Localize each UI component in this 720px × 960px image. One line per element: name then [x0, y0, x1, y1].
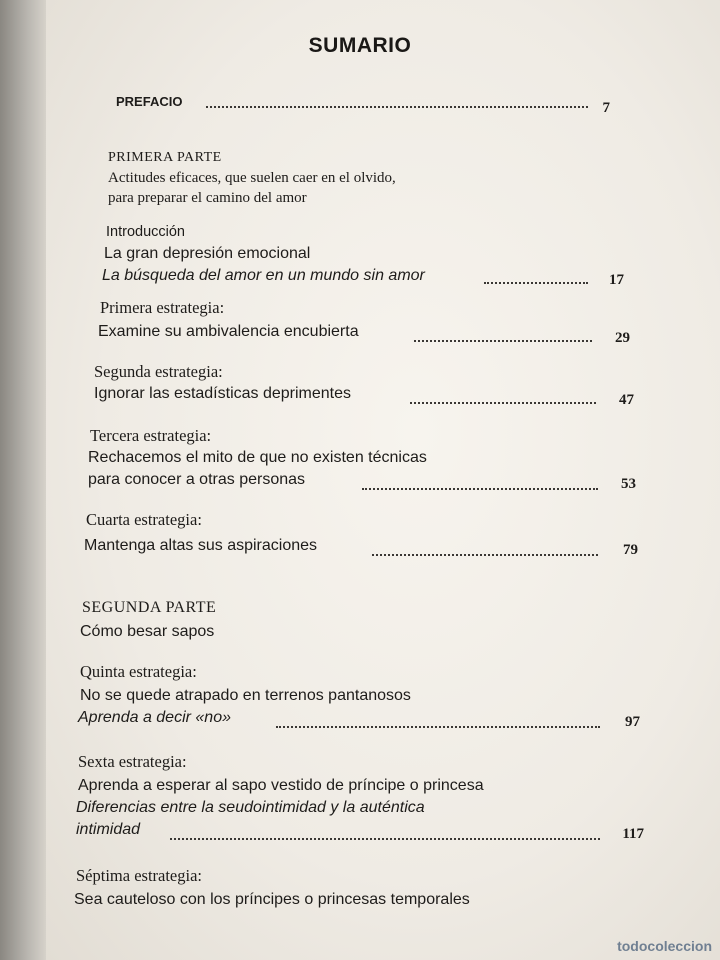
leader-dots — [372, 552, 598, 556]
strategy-title: No se quede atrapado en terrenos pantanosos — [80, 687, 411, 704]
strategy-title: Mantenga altas sus aspiraciones — [84, 537, 318, 554]
leader-dots — [170, 836, 600, 840]
leader-dots — [414, 338, 592, 342]
strategy-heading: Sexta estrategia: — [78, 752, 187, 771]
page-number: 29 — [615, 330, 630, 346]
page-number: 79 — [623, 542, 638, 558]
strategy-title: Rechacemos el mito de que no existen técnicas — [88, 449, 427, 466]
section-heading: Introducción — [106, 224, 185, 240]
strategy-heading: Quinta estrategia: — [80, 662, 197, 681]
page-number: 17 — [609, 272, 624, 288]
strategy-title: intimidad — [76, 821, 141, 838]
part-subtitle: Actitudes eficaces, que suelen caer en el olvido, — [108, 170, 396, 186]
strategy-title: Ignorar las estadísticas deprimentes — [94, 385, 352, 402]
page-title: SUMARIO — [308, 34, 412, 57]
leader-dots — [362, 486, 598, 490]
section-title: La gran depresión emocional — [104, 245, 311, 262]
part-subtitle: Cómo besar sapos — [80, 623, 215, 640]
book-spine-shadow — [0, 0, 46, 960]
strategy-heading: Segunda estrategia: — [94, 362, 223, 381]
part-subtitle: para preparar el camino del amor — [108, 190, 307, 206]
leader-dots — [206, 104, 588, 108]
strategy-title: Diferencias entre la seudointimidad y la auténtica — [76, 799, 425, 816]
strategy-heading: Primera estrategia: — [100, 298, 225, 317]
strategy-heading: Cuarta estrategia: — [86, 510, 202, 529]
leader-dots — [276, 724, 600, 728]
page-number: 117 — [622, 826, 644, 842]
part-heading: SEGUNDA PARTE — [82, 599, 217, 616]
page-number: 47 — [619, 392, 634, 408]
strategy-title: Aprenda a decir «no» — [78, 709, 231, 726]
page-number: 97 — [625, 714, 640, 730]
page-number: 53 — [621, 476, 636, 492]
page-number: 7 — [602, 100, 610, 116]
strategy-heading: Tercera estrategia: — [90, 426, 212, 445]
watermark: todocoleccion — [617, 938, 712, 954]
leader-dots — [484, 280, 588, 284]
strategy-title: para conocer a otras personas — [88, 471, 306, 488]
strategy-title: Examine su ambivalencia encubierta — [98, 323, 359, 340]
toc-entry-prefacio: PREFACIO — [116, 94, 183, 109]
strategy-title: Aprenda a esperar al sapo vestido de príncipe o princesa — [78, 777, 484, 794]
part-heading: PRIMERA PARTE — [108, 150, 222, 165]
section-title: La búsqueda del amor en un mundo sin amor — [102, 267, 425, 284]
leader-dots — [410, 400, 596, 404]
strategy-heading: Séptima estrategia: — [76, 866, 202, 885]
strategy-title: Sea cauteloso con los príncipes o princesas temporales — [74, 891, 470, 908]
